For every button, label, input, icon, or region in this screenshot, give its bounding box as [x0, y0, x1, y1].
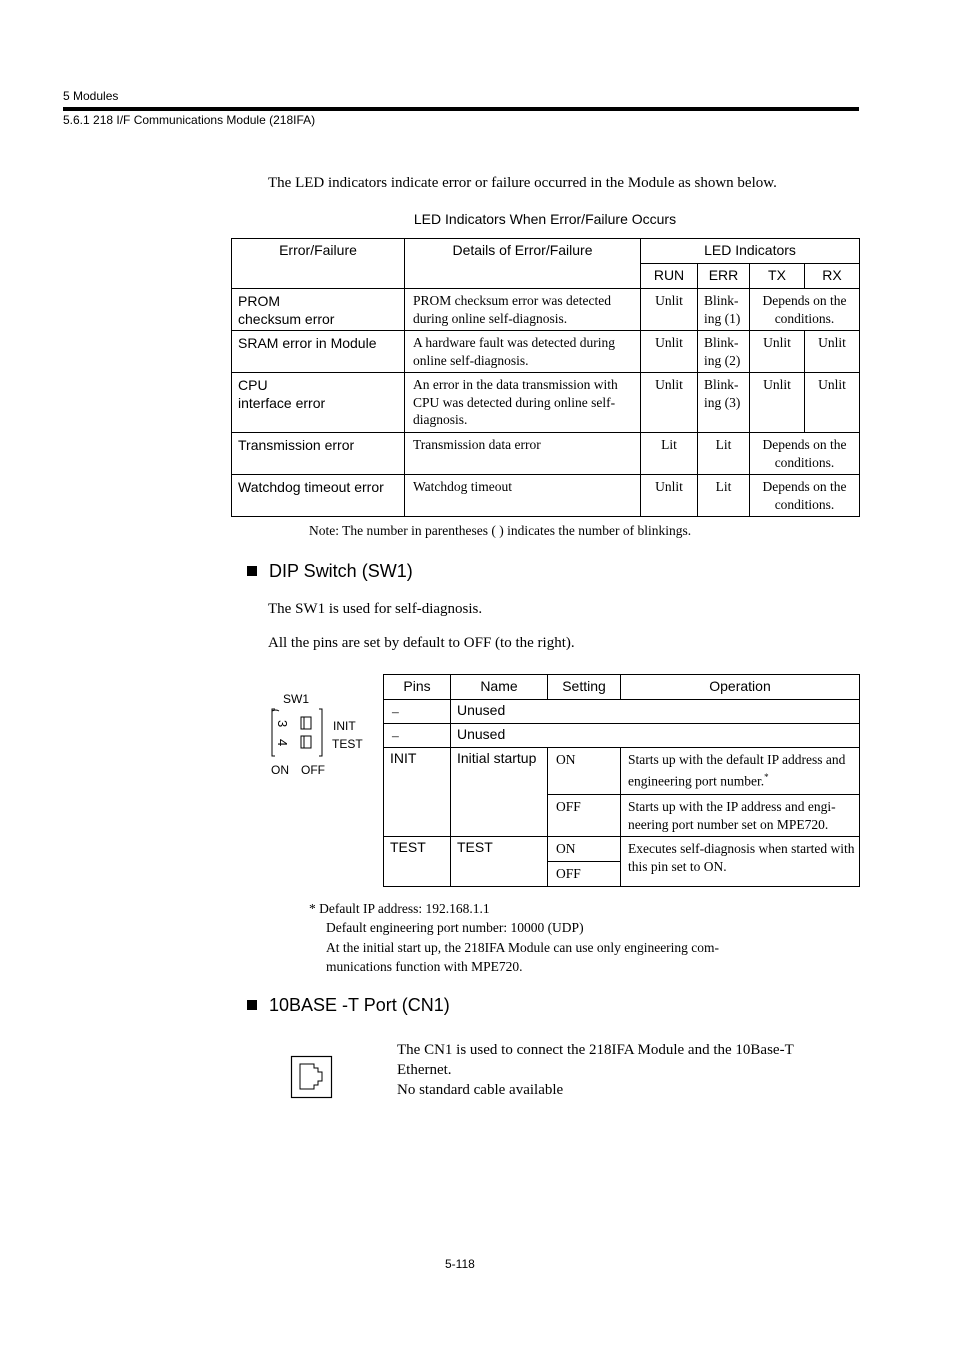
operation-cell: Executes self-diagnosis when started with this pin set to ON. — [621, 837, 860, 887]
unused-cell: Unused — [451, 700, 860, 724]
page-number: 5-118 — [445, 1257, 475, 1271]
cn1-text-line: Ethernet. — [397, 1062, 452, 1078]
footnote-line: At the initial start up, the 218IFA Module can use only engineering com- — [326, 940, 720, 955]
intro-paragraph: The LED indicators indicate error or failure occurred in the Module as shown below. — [268, 175, 777, 191]
operation-cell: Starts up with the IP address and engi-neering port number set on MPE720. — [621, 795, 860, 837]
name-cell: TEST — [451, 837, 548, 887]
error-line: checksum error — [238, 311, 335, 327]
details-cell: An error in the data transmission with CPU was detected during online self-diagnosis. — [405, 373, 641, 433]
details-cell: Watchdog timeout — [405, 475, 641, 517]
txrx-cell — [750, 433, 860, 475]
txrx-line: Depends on the — [762, 293, 847, 308]
sw-test-label: TEST — [332, 737, 363, 751]
run-cell: Unlit — [641, 475, 698, 517]
square-bullet-icon — [247, 1000, 257, 1010]
footnote-line: * Default IP address: 192.168.1.1 — [309, 901, 490, 916]
setting-cell: ON — [548, 748, 621, 795]
square-bullet-icon — [247, 566, 257, 576]
header-err: ERR — [698, 264, 750, 289]
err-cell: Lit — [698, 433, 750, 475]
switch-3-number: 3 — [275, 720, 290, 728]
dip-paragraph-2: All the pins are set by default to OFF (to the right). — [268, 635, 575, 651]
header-error-failure: Error/Failure — [232, 239, 405, 289]
txrx-line: conditions. — [774, 496, 835, 512]
cn1-heading-text: 10BASE -T Port (CN1) — [269, 995, 450, 1015]
err-cell: Lit — [698, 475, 750, 517]
table-row — [384, 700, 860, 724]
details-cell: PROM checksum error was detected during online self-diagnosis. — [405, 289, 641, 331]
txrx-line: conditions. — [774, 454, 835, 470]
header-setting: Setting — [548, 675, 621, 700]
chapter-header: 5 Modules — [63, 89, 119, 103]
table-row — [232, 289, 860, 331]
section-header: 5.6.1 218 I/F Communications Module (218IFA) — [63, 113, 316, 127]
name-cell: Initial startup — [451, 748, 548, 837]
setting-cell: ON — [548, 837, 621, 862]
led-table-caption: LED Indicators When Error/Failure Occurs — [413, 211, 677, 227]
footnote-mark: * — [764, 771, 769, 782]
cn1-text-line: No standard cable available — [397, 1082, 564, 1098]
sw-off-label: OFF — [301, 763, 325, 777]
sw-init-label: INIT — [333, 719, 356, 733]
run-cell: Unlit — [641, 331, 698, 373]
switch-4-number: 4 — [275, 739, 290, 747]
details-cell: A hardware fault was detected during online self-diagnosis. — [405, 331, 641, 373]
txrx-cell — [750, 475, 860, 517]
sw1-label: SW1 — [283, 692, 310, 706]
setting-cell: OFF — [548, 862, 621, 887]
table-row — [384, 748, 860, 795]
run-cell: Lit — [641, 433, 698, 475]
table-row — [384, 837, 860, 862]
error-line: interface error — [238, 395, 326, 411]
err-line: ing (2) — [704, 352, 741, 368]
txrx-line: conditions. — [774, 310, 835, 326]
footnote-line: Default engineering port number: 10000 (UDP) — [326, 920, 584, 935]
cn1-text-line: The CN1 is used to connect the 218IFA Module and the 10Base-T — [397, 1042, 794, 1058]
led-table-note: Note: The number in parentheses ( ) indicates the number of blinkings. — [309, 523, 692, 538]
error-cell — [232, 289, 405, 331]
header-name: Name — [451, 675, 548, 700]
sw-on-label: ON — [271, 763, 289, 777]
err-line: ing (3) — [704, 394, 741, 410]
dip-pin-table — [383, 674, 860, 887]
txrx-line: Depends on the — [762, 479, 847, 494]
err-cell — [698, 373, 750, 433]
table-row — [384, 724, 860, 748]
switch-bracket-right — [319, 709, 322, 756]
run-cell: Unlit — [641, 373, 698, 433]
pin-cell: – — [384, 700, 451, 724]
error-cell: Transmission error — [232, 433, 405, 475]
pin-cell: – — [384, 724, 451, 748]
txrx-line: Depends on the — [762, 437, 847, 452]
table-row — [232, 475, 860, 517]
header-rule — [63, 107, 859, 111]
switch-3-toggle — [301, 717, 311, 729]
switch-top-mark — [272, 710, 279, 711]
header-led-indicators: LED Indicators — [641, 239, 860, 264]
tx-cell: Unlit — [750, 373, 805, 433]
led-indicator-table — [231, 238, 860, 517]
dip-switch-diagram — [268, 705, 330, 761]
error-cell: SRAM error in Module — [232, 331, 405, 373]
rj45-port-icon — [290, 1055, 333, 1099]
err-cell — [698, 289, 750, 331]
switch-4-toggle — [301, 736, 311, 748]
tx-cell: Unlit — [750, 331, 805, 373]
header-operation: Operation — [621, 675, 860, 700]
txrx-cell — [750, 289, 860, 331]
dip-switch-heading — [247, 561, 413, 582]
footnote-line: munications function with MPE720. — [326, 959, 523, 974]
unused-cell: Unused — [451, 724, 860, 748]
cn1-heading — [247, 995, 450, 1016]
err-line: Blink- — [704, 335, 739, 350]
err-line: Blink- — [704, 293, 739, 308]
dip-paragraph-1: The SW1 is used for self-diagnosis. — [268, 601, 483, 617]
details-cell: Transmission data error — [405, 433, 641, 475]
switch-bracket-left — [272, 709, 275, 756]
error-cell — [232, 373, 405, 433]
dip-switch-heading-text: DIP Switch (SW1) — [269, 561, 413, 581]
rx-cell: Unlit — [805, 373, 860, 433]
rx-cell: Unlit — [805, 331, 860, 373]
run-cell: Unlit — [641, 289, 698, 331]
table-row — [232, 331, 860, 373]
error-line: CPU — [238, 377, 268, 393]
operation-text: Starts up with the default IP address and engineering port number. — [628, 752, 846, 788]
pin-cell: TEST — [384, 837, 451, 887]
operation-cell — [621, 748, 860, 795]
header-details: Details of Error/Failure — [405, 239, 641, 289]
table-row — [232, 373, 860, 433]
err-cell — [698, 331, 750, 373]
header-run: RUN — [641, 264, 698, 289]
error-line: PROM — [238, 293, 280, 309]
header-pins: Pins — [384, 675, 451, 700]
header-rx: RX — [805, 264, 860, 289]
header-tx: TX — [750, 264, 805, 289]
err-line: ing (1) — [704, 310, 741, 326]
error-cell: Watchdog timeout error — [232, 475, 405, 517]
err-line: Blink- — [704, 377, 739, 392]
table-row — [232, 433, 860, 475]
setting-cell: OFF — [548, 795, 621, 837]
pin-cell: INIT — [384, 748, 451, 837]
